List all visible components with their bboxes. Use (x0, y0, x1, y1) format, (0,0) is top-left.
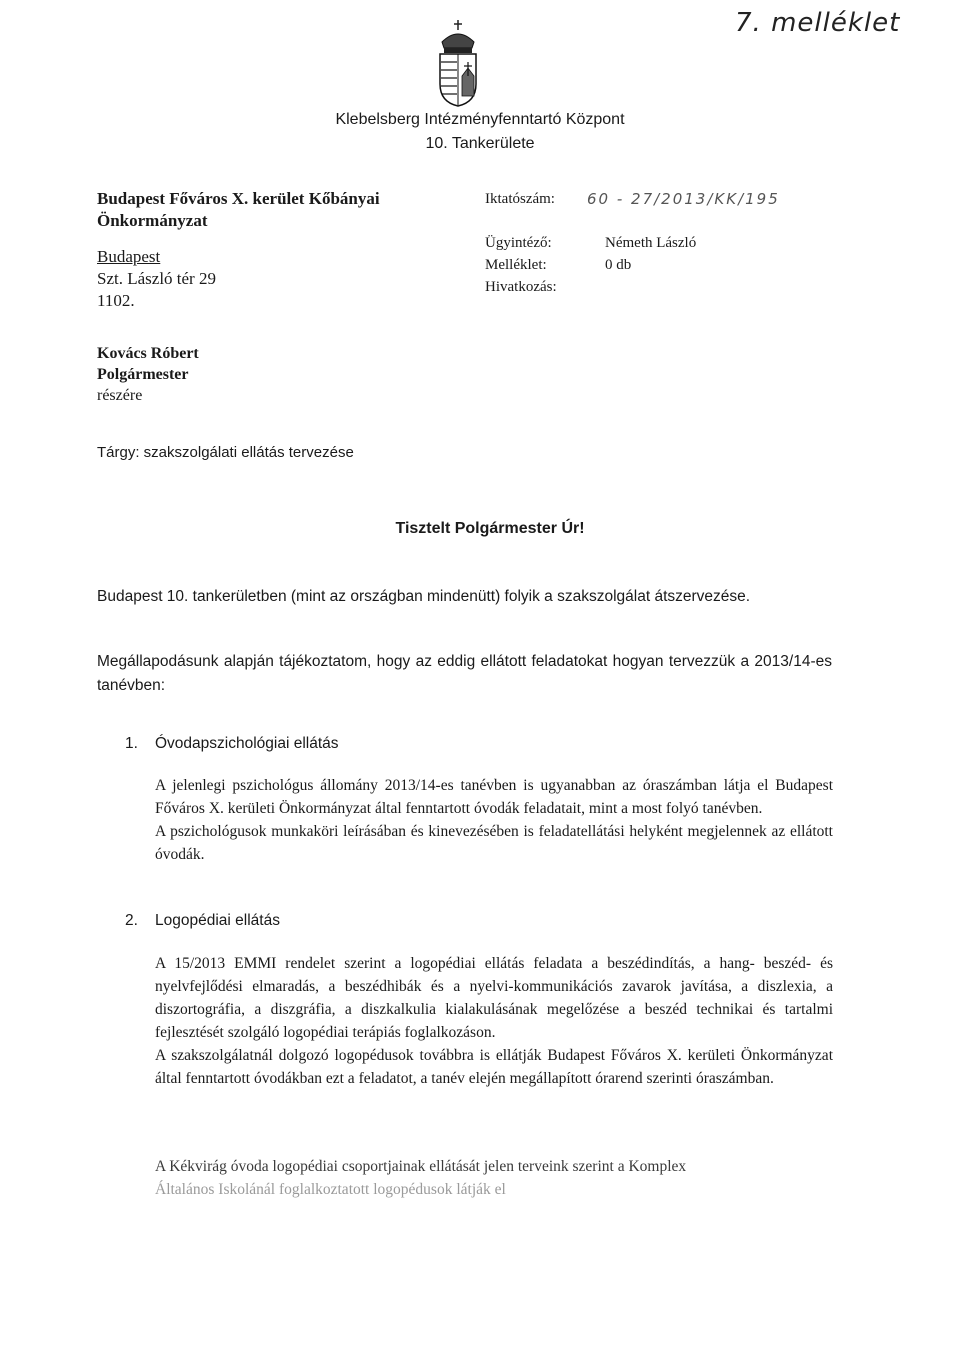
ugyintezo-value: Németh László (605, 235, 697, 251)
handwritten-annex-note: 7. melléklet (735, 8, 901, 38)
section-1-heading (125, 735, 339, 753)
recipient-postcode: 1102. (97, 291, 135, 310)
iktatoszam-value: 60 - 27/2013/KK/195 (587, 190, 780, 208)
recipient-line-2: Önkormányzat (97, 211, 208, 230)
recipient-street: Szt. László tér 29 (97, 269, 216, 288)
trailing-faint-line: Általános Iskolánál foglalkoztatott logopédusok látják el (155, 1181, 506, 1198)
organization-name: Klebelsberg Intézményfenntartó Központ (335, 111, 625, 128)
intro-paragraph-2: Megállapodásunk alapján tájékoztatom, hogy az eddig ellátott feladatokat hogyan tervezzük a 2013/14-es tanévben: (97, 653, 832, 694)
recipient-city: Budapest (97, 247, 161, 266)
section-2-paragraph-1: A 15/2013 EMMI rendelet szerint a logopédiai ellátás feladata a beszédindítás, a hang- beszéd- és nyelvfejlődési elmaradás, a beszédhibák és a nyelvi-kommunikációs zavarok javítása, a diszlexia, a diszortográfia, a diszgráfia, a diszkalkulia kialakulásának megelőzése a beszéd technikai és tartalmi fejlesztését szolgáló logopédiai terápiás foglalkozáson. (155, 955, 833, 1041)
intro-paragraph-1: Budapest 10. tankerületben (mint az országban mindenütt) folyik a szakszolgálat átszervezése. (97, 588, 751, 605)
melleklet-value: 0 db (605, 257, 632, 273)
hungarian-coat-of-arms-icon (432, 18, 484, 108)
section-2-body (155, 952, 833, 1090)
section-1-paragraph-2: A pszichológusok munkaköri leírásában és kinevezésében is feladatellátási helyként megjelennek az ellátott óvodák. (155, 823, 833, 863)
hivatkozas-label: Hivatkozás: (485, 279, 557, 295)
trailing-visible-line: A Kékvirág óvoda logopédiai csoportjainak ellátását jelen terveink szerint a Komplex (155, 1158, 687, 1175)
reference-info (485, 188, 925, 298)
section-1-paragraph-1: A jelenlegi pszichológus állomány 2013/14-es tanévben is ugyanabban az óraszámban látja el Budapest Főváros X. kerületi Önkormányzat által fenntartott óvodák feladatait, mint a most folyó tanévben. (155, 777, 833, 817)
section-2-trailing-text (155, 1155, 833, 1201)
addressee-name: Kovács Róbert (97, 345, 199, 362)
section-1-number: 1. (125, 735, 138, 752)
addressee-for: részére (97, 387, 143, 404)
district-name: 10. Tankerülete (425, 135, 535, 152)
recipient-line-1: Budapest Főváros X. kerület Kőbányai (97, 189, 380, 208)
section-1-body (155, 774, 833, 866)
hivatkozas-row (485, 276, 925, 298)
letterhead (300, 108, 660, 156)
melleklet-label: Melléklet: (485, 257, 547, 273)
section-2-heading (125, 912, 280, 930)
addressee-title: Polgármester (97, 366, 189, 383)
salutation: Tisztelt Polgármester Úr! (395, 520, 585, 537)
iktatoszam-row (485, 188, 925, 210)
addressee (97, 343, 199, 406)
melleklet-row (485, 254, 925, 276)
section-2-paragraph-2: A szakszolgálatnál dolgozó logopédusok továbbra is ellátják Budapest Főváros X. kerületi Önkormányzat által fenntartott óvodákban ezt a feladatot, a tanév elején megállapított órarend szerinti óraszámban. (155, 1047, 833, 1087)
subject-line: Tárgy: szakszolgálati ellátás tervezése (97, 444, 354, 461)
iktatoszam-label: Iktatószám: (485, 191, 555, 207)
section-1-title: Óvodapszichológiai ellátás (155, 735, 339, 752)
ugyintezo-row (485, 232, 925, 254)
section-2-number: 2. (125, 912, 138, 929)
recipient-address (97, 188, 380, 312)
ugyintezo-label: Ügyintéző: (485, 235, 552, 251)
section-2-title: Logopédiai ellátás (155, 912, 280, 929)
